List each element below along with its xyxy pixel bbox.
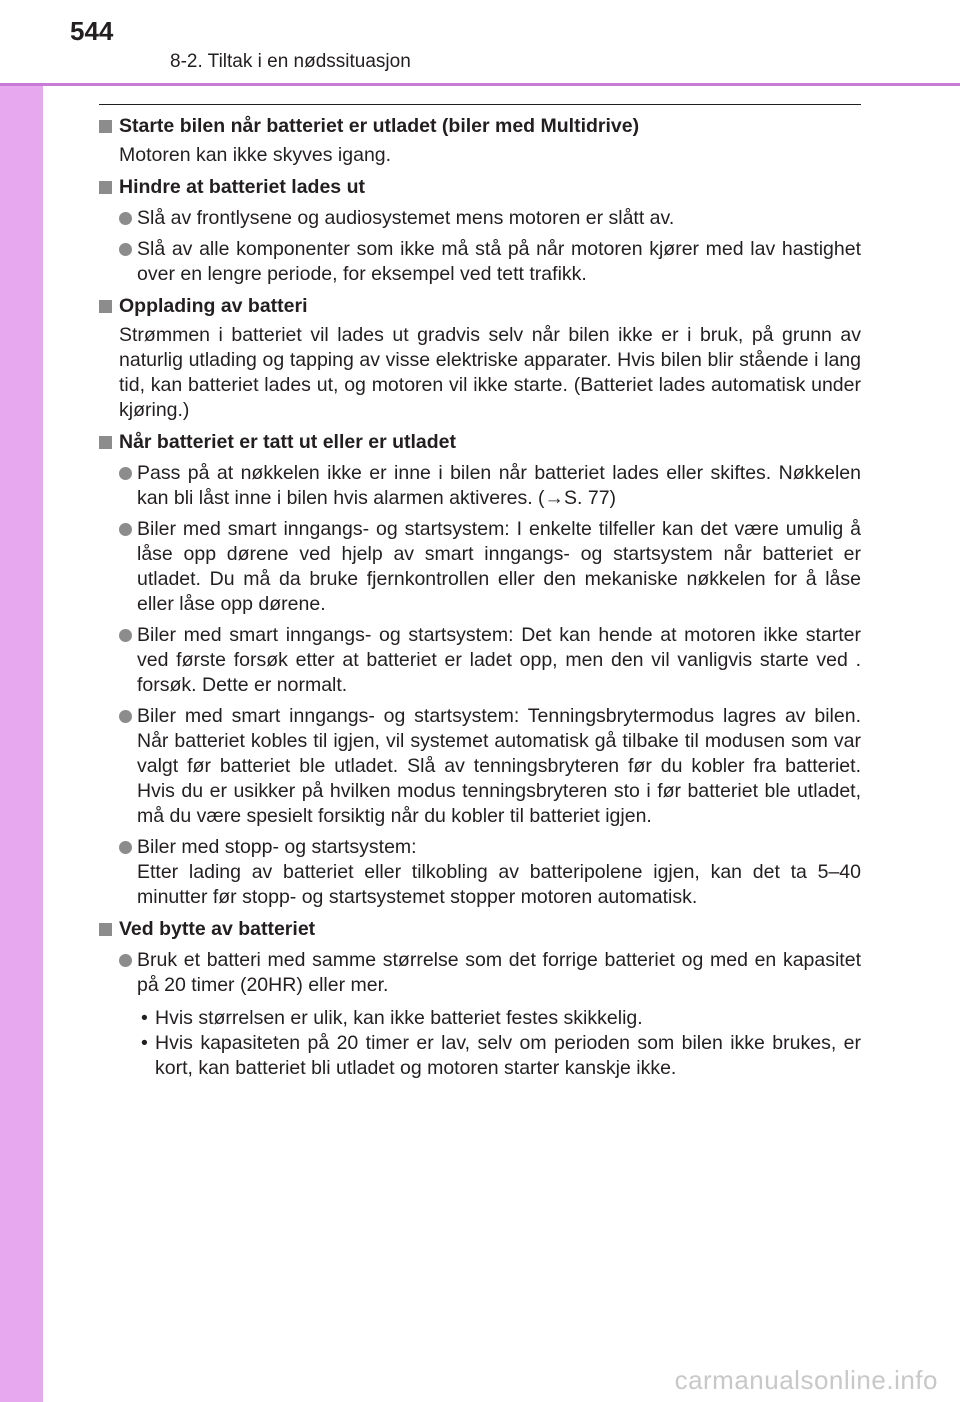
list-item: Biler med smart inngangs- og startsystem: Tenningsbrytermodus lagres av bilen. Når batteriet kobles til igjen, vil systemet automatisk gå tilbake til modusen som var valgt før batteriet ble utladet. Slå av tenningsbryteren før du kobler fra batteriet. Hvis du er usikker på hvilken modus tenningsbryteren sto i før batteriet ble utladet, må du være spesielt forsiktig når du kobler til batteriet igjen.: [119, 704, 861, 829]
section-heading: Når batteriet er tatt ut eller er utladet: [99, 430, 861, 455]
sub-list-item: • Hvis størrelsen er ulik, kan ikke batteriet festes skikkelig.: [141, 1007, 643, 1029]
square-bullet-icon: [99, 436, 112, 449]
list-item: Pass på at nøkkelen ikke er inne i bilen når batteriet lades eller skiftes. Nøkkelen kan bli låst inne i bilen hvis alarmen aktiveres. (→S. 77): [119, 461, 861, 511]
content-rule: [99, 104, 861, 105]
circle-bullet-icon: [119, 841, 132, 854]
square-bullet-icon: [99, 120, 112, 133]
square-bullet-icon: [99, 300, 112, 313]
list-item: Biler med smart inngangs- og startsystem: Det kan hende at motoren ikke starter ved første forsøk etter at batteriet er ladet opp, men den vil vanligvis starte ved . forsøk. Dette er normalt.: [119, 623, 861, 698]
square-bullet-icon: [99, 181, 112, 194]
section-heading: Opplading av batteri: [99, 294, 861, 319]
section-heading: Ved bytte av batteriet: [99, 917, 861, 942]
sub-list-item: • Hvis kapasiteten på 20 timer er lav, selv om perioden som bilen ikke brukes, er kort, kan batteriet bli utladet og motoren starter kanskje ikke.: [141, 1032, 861, 1079]
paragraph: Strømmen i batteriet vil lades ut gradvis selv når bilen ikke er i bruk, på grunn av naturlig utlading og tapping av visse elektriske apparater. Hvis bilen blir stående i lang tid, kan batteriet lades ut, og motoren vil ikke starte. (Batteriet lades automatisk under kjøring.): [119, 324, 861, 421]
circle-bullet-icon: [119, 954, 132, 967]
list-item: Bruk et batteri med samme størrelse som det forrige batteriet og med en kapasitet på 20 timer (20HR) eller mer.: [119, 948, 861, 998]
list-item: Biler med smart inngangs- og startsystem: I enkelte tilfeller kan det være umulig å låse opp dørene ved hjelp av smart inngangs- og startsystem når batteriet er utladet. Du må da bruke fjernkontrollen eller den mekaniske nøkkelen for å låse eller låse opp dørene.: [119, 517, 861, 617]
small-bullet-icon: •: [141, 1007, 148, 1029]
list-item: Biler med stopp- og startsystem: Etter lading av batteriet eller tilkobling av batteripolene igjen, kan det ta 5–40 minutter før stopp- og startsystemet stopper motoren automatisk.: [119, 835, 861, 910]
square-bullet-icon: [99, 923, 112, 936]
section-title: 8-2. Tiltak i en nødssituasjon: [170, 51, 411, 72]
footer-watermark: carmanualsonline.info: [674, 1365, 938, 1395]
page-header: [0, 0, 960, 84]
list-item: Slå av frontlysene og audiosystemet mens motoren er slått av.: [119, 206, 861, 231]
circle-bullet-icon: [119, 212, 132, 225]
header-divider: [0, 83, 960, 86]
circle-bullet-icon: [119, 467, 132, 480]
page-content: [99, 114, 861, 1081]
circle-bullet-icon: [119, 523, 132, 536]
sidebar-band: [0, 0, 43, 1402]
section-heading: Hindre at batteriet lades ut: [99, 175, 861, 200]
page-number: 544: [70, 16, 114, 46]
section-heading: Starte bilen når batteriet er utladet (biler med Multidrive): [99, 114, 861, 139]
circle-bullet-icon: [119, 629, 132, 642]
list-item: Slå av alle komponenter som ikke må stå på når motoren kjører med lav hastighet over en lengre periode, for eksempel ved tett trafikk.: [119, 237, 861, 287]
circle-bullet-icon: [119, 710, 132, 723]
circle-bullet-icon: [119, 243, 132, 256]
small-bullet-icon: •: [141, 1032, 148, 1054]
paragraph: Motoren kan ikke skyves igang.: [119, 144, 392, 166]
